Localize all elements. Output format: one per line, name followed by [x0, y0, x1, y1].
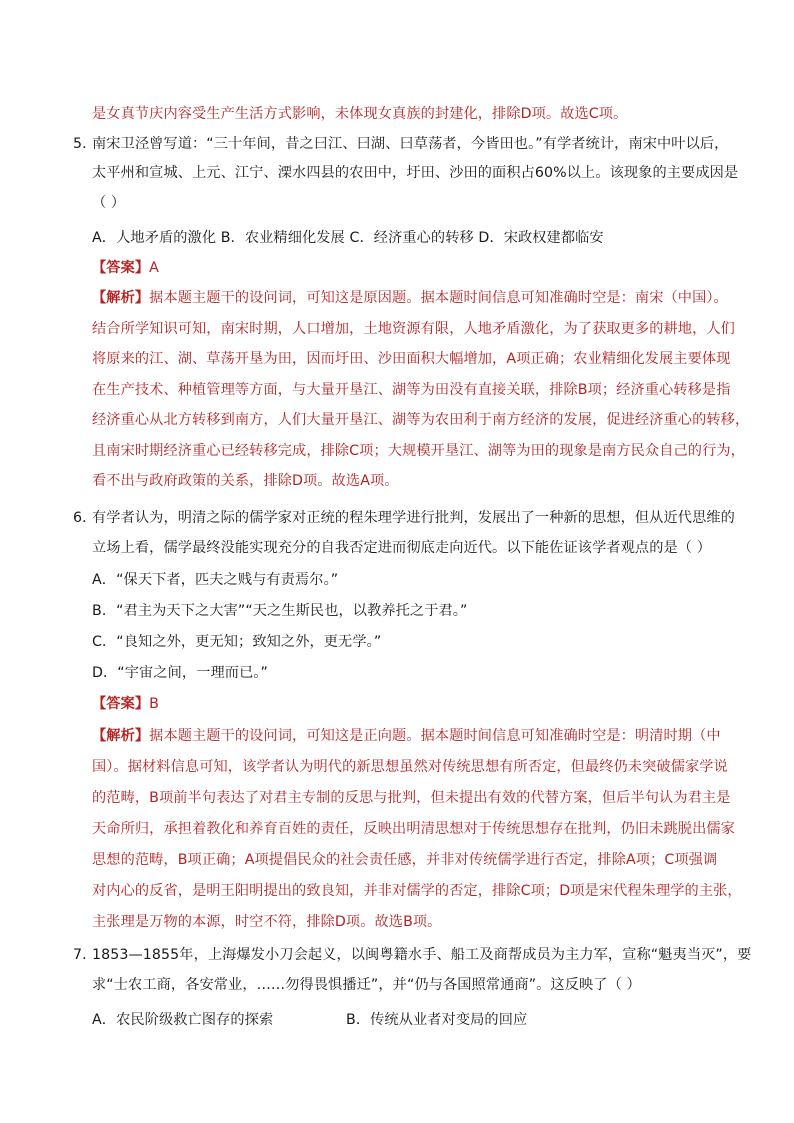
- q7-stem-line: 1853—1855年，上海爆发小刀会起义，以闽粤籍水手、船工及商帮成员为主力军，宣称“魁夷当灭”，要: [92, 947, 752, 963]
- q5-analysis-line: 且南宋时期经济重心已经转移完成，排除C项；大规模开垦江、湖等为田的现象是南方民众自己的行为，: [92, 443, 745, 459]
- analysis-tag: 【解析】: [92, 290, 150, 306]
- q5-stem-line: 太平州和宣城、上元、江宁、溧水四县的农田中，圩田、沙田的面积占60%以上。该现象的主要成因是: [92, 165, 739, 181]
- q7-option-a: A．农民阶级救亡图存的探索: [92, 1012, 274, 1028]
- q6-stem-line: 有学者认为，明清之际的儒学家对正统的程朱理学进行批判，发展出了一种新的思想，但从近代思维的: [92, 510, 735, 526]
- q6-stem-line: 立场上看，儒学最终没能实现充分的自我否定进而彻底走向近代。以下能佐证该学者观点的是（ ）: [92, 540, 711, 556]
- q5-answer: [92, 258, 159, 278]
- q7-option-b: B．传统从业者对变局的回应: [346, 1012, 528, 1028]
- analysis-tag: 【解析】: [92, 728, 150, 744]
- q5-analysis-line: 在生产技术、种植管理等方面，与大量开垦江、湖等为田没有直接关联，排除B项；经济重心转移是指: [92, 382, 731, 398]
- q5-options: A．人地矛盾的激化 B．农业精细化发展 C．经济重心的转移 D．宋政权建都临安: [92, 230, 604, 246]
- q6-analysis-line: 国）。据材料信息可知，该学者认为明代的新思想虽然对传统思想有所否定，但最终仍未突破儒家学说: [92, 759, 728, 775]
- q5-analysis-line: 经济重心从北方转移到南方，人们大量开垦江、湖等为农田利于南方经济的发展，促进经济重心的转移，: [92, 412, 750, 428]
- q5-stem-line: （ ）: [92, 195, 126, 211]
- q6-number: 6．: [73, 510, 97, 526]
- q5-analysis-line: 将原来的江、湖、草荡开垦为田，因而圩田、沙田面积大幅增加，A项正确；农业精细化发展主要体现: [92, 351, 731, 367]
- q6-analysis-line: 思想的范畴，B项正确；A项提倡民众的社会责任感，并非对传统儒学进行否定，排除A项；C项强调: [92, 852, 718, 868]
- q6-analysis-line: 主张理是万物的本源，时空不符，排除D项。故选B项。: [92, 914, 442, 930]
- q6-option: C．“良知之外，更无知；致知之外，更无学。”: [92, 634, 382, 650]
- q5-analysis-line: 结合所学知识可知，南宋时期，人口增加，土地资源有限，人地矛盾激化，为了获取更多的耕地，人们: [92, 321, 735, 337]
- q5-analysis-line: 看不出与政府政策的关系，排除D项。故选A项。: [92, 473, 399, 489]
- q6-option: D．“宇宙之间，一理而已。”: [92, 665, 268, 681]
- q6-answer: [92, 694, 159, 714]
- q6-analysis-line: 对内心的反省，是明王阳明提出的致良知，并非对儒学的否定，排除C项；D项是宋代程朱理学的主张，: [92, 883, 742, 899]
- q7-number: 7．: [73, 947, 97, 963]
- prev-analysis-line: 是女真节庆内容受生产生活方式影响，未体现女真族的封建化，排除D项。故选C项。: [92, 106, 628, 122]
- q6-analysis-line: [92, 726, 721, 746]
- q6-option: A．“保天下者，匹夫之贱与有责焉尔。”: [92, 572, 339, 588]
- analysis-text: 据本题主题干的设问词，可知这是原因题。据本题时间信息可知准确时空是：南宋（中国）。: [149, 290, 728, 306]
- answer-tag: 【答案】: [92, 696, 150, 712]
- answer-value: B: [149, 696, 159, 712]
- analysis-text: 据本题主题干的设问词，可知这是正向题。据本题时间信息可知准确时空是：明清时期（中: [149, 728, 721, 744]
- answer-value: A: [149, 260, 159, 276]
- q6-analysis-line: 的范畴，B项前半句表达了对君主专制的反思与批判，但未提出有效的代替方案，但后半句认为君主是: [92, 790, 731, 806]
- q7-stem-line: 求“士农工商，各安常业，……勿得畏惧播迁”，并“仍与各国照常通商”。这反映了（ ）: [92, 977, 641, 993]
- q6-option: B．“君主为天下之大害”“天之生斯民也，以教养托之于君。”: [92, 603, 468, 619]
- q5-number: 5．: [73, 136, 97, 152]
- answer-tag: 【答案】: [92, 260, 150, 276]
- q5-analysis-line: [92, 288, 728, 308]
- q6-analysis-line: 天命所归，承担着教化和养育百姓的责任，反映出明清思想对于传统思想存在批判，仍旧未跳脱出儒家: [92, 821, 735, 837]
- q5-stem-line: 南宋卫泾曾写道：“三十年间，昔之曰江、曰湖、曰草荡者，今皆田也。”有学者统计，南宋中叶以后，: [92, 136, 729, 152]
